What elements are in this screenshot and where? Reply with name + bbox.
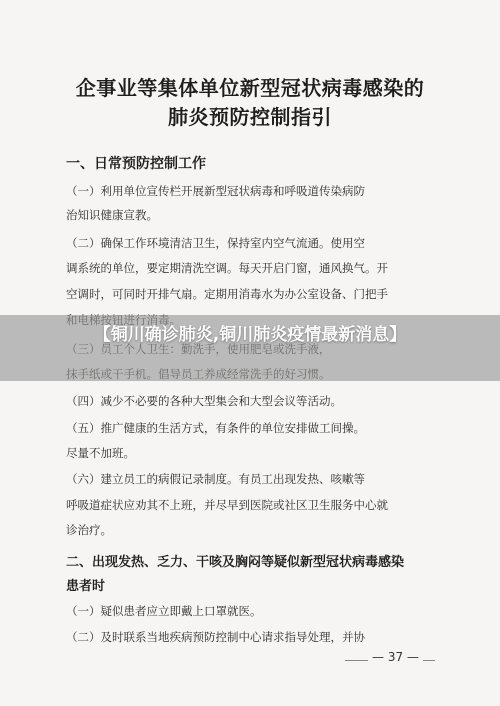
headline-overlay-text[interactable]: 【铜川确诊肺炎,铜川肺炎疫情最新消息】 [93, 325, 407, 345]
paragraph-line: （一）疑似患者应立即戴上口罩就医。 [66, 604, 262, 618]
paragraph-line: 空调时，可同时开排气扇。定期用消毒水为办公室设备、门把手 [66, 287, 388, 301]
section2-heading-line2: 患者时 [66, 579, 106, 594]
paragraph-line: （二）及时联系当地疾病预防控制中心请求指导处理，并协 [66, 630, 365, 644]
document-title-line2: 肺炎预防控制指引 [168, 105, 332, 129]
paragraph-line: 治知识健康宣教。 [66, 208, 158, 222]
paragraph-line: 调系统的单位，要定期清洗空调。每天开启门窗，通风换气。开 [66, 261, 388, 275]
paragraph-line: 尽量不加班。 [66, 446, 135, 460]
section2-heading-line1: 二、出现发热、乏力、干咳及胸闷等疑似新型冠状病毒感染 [66, 555, 405, 570]
paragraph-line: 呼吸道症状应劝其不上班，并尽早到医院或社区卫生服务中心就 [66, 498, 388, 512]
paragraph-line: （五）推广健康的生活方式，有条件的单位安排做工间操。 [66, 421, 365, 435]
section1-heading: 一、日常预防控制工作 [66, 156, 206, 172]
page-number: — 37 — [368, 650, 423, 664]
paragraph-line: 诊治疗。 [66, 523, 112, 537]
page-number-value: 37 [387, 650, 404, 664]
document-title-line1: 企事业等集体单位新型冠状病毒感染的 [75, 76, 425, 100]
paragraph-line: （一）利用单位宣传栏开展新型冠状病毒和呼吸道传染病防 [66, 184, 365, 198]
paragraph-line: （四）减少不必要的各种大型集会和大型会议等活动。 [66, 394, 342, 408]
paragraph-line: （六）建立员工的病假记录制度。有员工出现发热、咳嗽等 [66, 472, 365, 486]
paragraph-line: （二）确保工作环境清洁卫生，保持室内空气流通。使用空 [66, 236, 365, 250]
